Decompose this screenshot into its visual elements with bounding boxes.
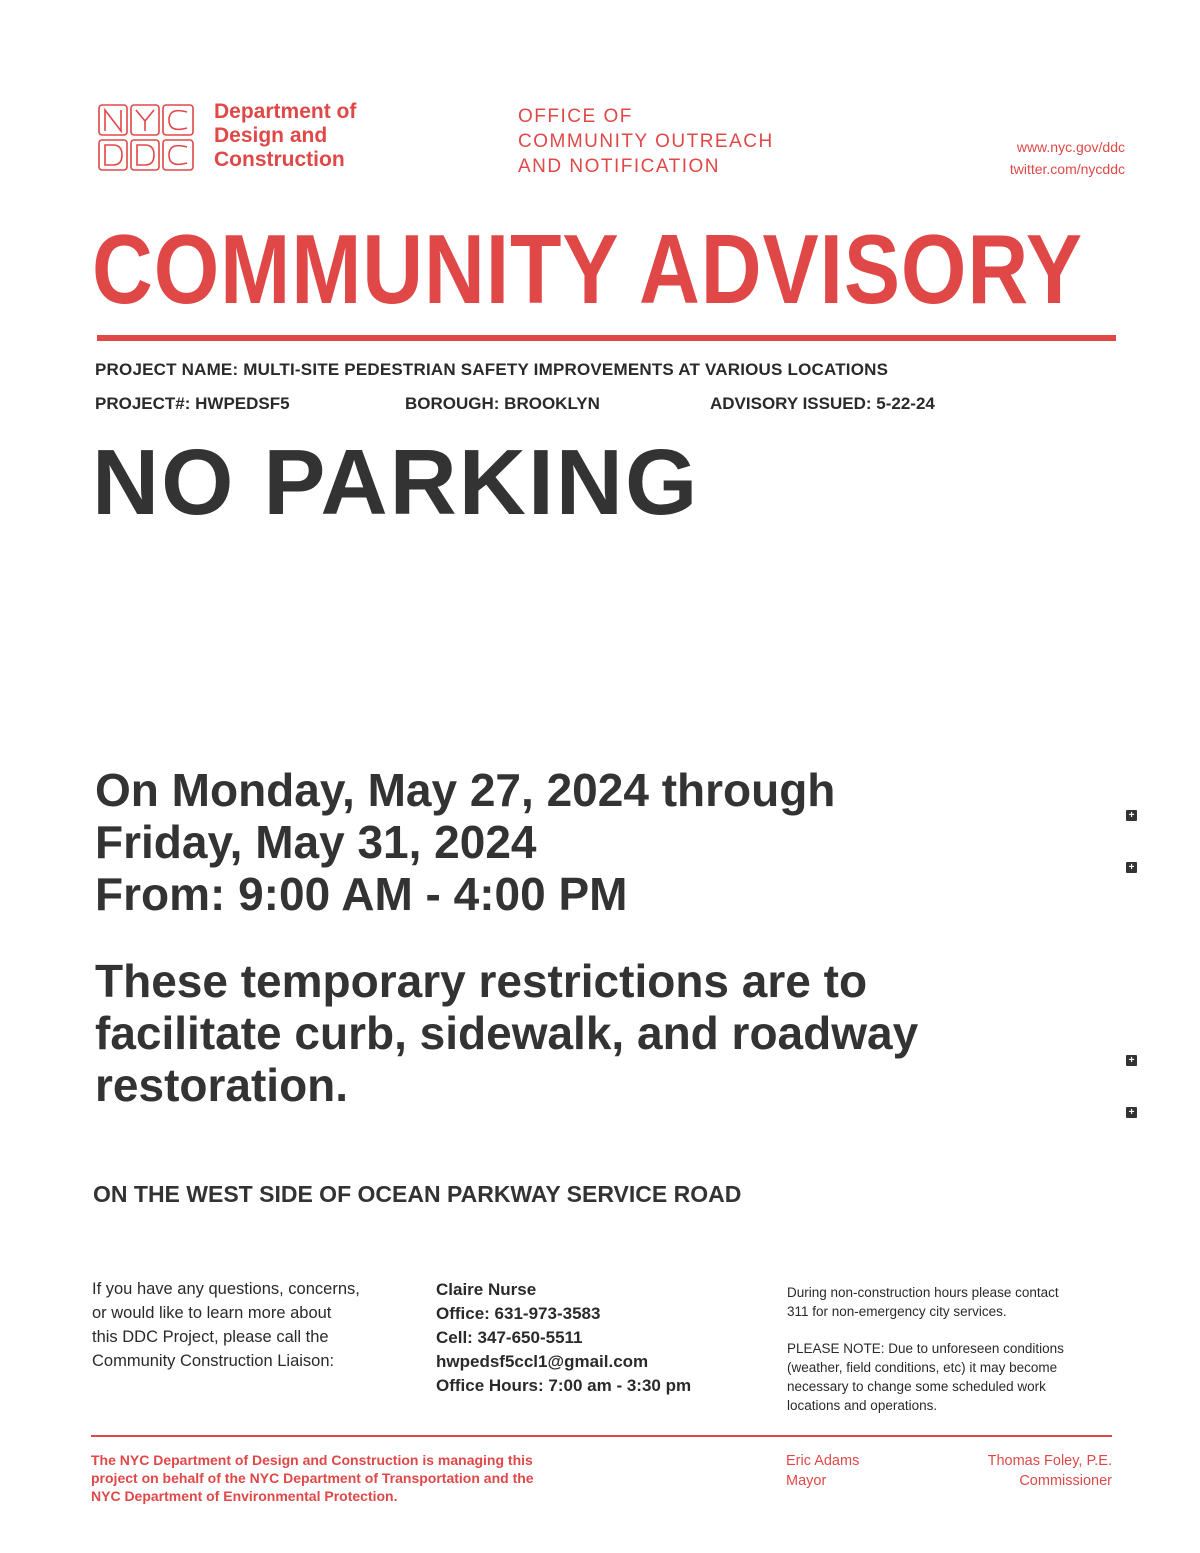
- cell-phone: Cell: 347-650-5511: [436, 1328, 583, 1347]
- notes: During non-construction hours please contact 311 for non-emergency city services. PLEASE NOTE: Due to unforeseen conditions (weather, field conditions, etc) it may become necessary to change some scheduled work locations and operations.: [787, 1285, 1064, 1413]
- managing-statement: The NYC Department of Design and Construction is managing this project on behalf of the NYC Department of Transportation and the NYC Department of Environmental Protection.: [91, 1452, 534, 1504]
- footer-divider: [91, 1435, 1112, 1437]
- project-name: PROJECT NAME: MULTI-SITE PEDESTRIAN SAFETY IMPROVEMENTS AT VARIOUS LOCATIONS: [95, 360, 889, 379]
- advisory-issued-date: ADVISORY ISSUED: 5-22-24: [710, 394, 935, 413]
- margin-marker-icon: +: [1126, 862, 1137, 873]
- project-borough: BOROUGH: BROOKLYN: [405, 394, 600, 413]
- nyc-ddc-logo: [97, 103, 197, 173]
- department-name: Department of Design and Construction: [214, 100, 357, 171]
- page-title: COMMUNITY ADVISORY: [92, 214, 1084, 324]
- location: ON THE WEST SIDE OF OCEAN PARKWAY SERVICE ROAD: [93, 1181, 742, 1207]
- header-links: [1010, 136, 1125, 180]
- website-link[interactable]: www.nyc.gov/ddc: [1016, 139, 1125, 155]
- project-number: PROJECT#: HWPEDSF5: [95, 394, 290, 413]
- mayor-signature: Eric Adams Mayor: [786, 1453, 860, 1489]
- office-name: OFFICE OF COMMUNITY OUTREACH AND NOTIFICATION: [518, 106, 774, 177]
- twitter-link[interactable]: twitter.com/nycddc: [1009, 161, 1125, 177]
- margin-marker-icon: +: [1126, 810, 1137, 821]
- email-link[interactable]: hwpedsf5ccl1@gmail.com: [436, 1352, 649, 1371]
- purpose-statement: These temporary restrictions are to facilitate curb, sidewalk, and roadway restoration.: [95, 955, 919, 1111]
- margin-marker-icon: +: [1126, 1107, 1137, 1118]
- schedule: On Monday, May 27, 2024 through Friday, May 31, 2024 From: 9:00 AM - 4:00 PM: [95, 764, 836, 920]
- office-hours: Office Hours: 7:00 am - 3:30 pm: [436, 1376, 692, 1395]
- margin-marker-icon: +: [1126, 1055, 1137, 1066]
- office-phone: Office: 631-973-3583: [436, 1304, 601, 1323]
- commissioner-signature: Thomas Foley, P.E. Commissioner: [987, 1453, 1112, 1489]
- liaison-contact: [436, 1278, 691, 1398]
- title-divider: [97, 335, 1116, 341]
- headline: NO PARKING: [92, 430, 700, 534]
- liaison-name: Claire Nurse: [436, 1280, 537, 1299]
- contact-intro: If you have any questions, concerns, or would like to learn more about this DDC Project, please call the Community Construction Liaison:: [92, 1280, 360, 1370]
